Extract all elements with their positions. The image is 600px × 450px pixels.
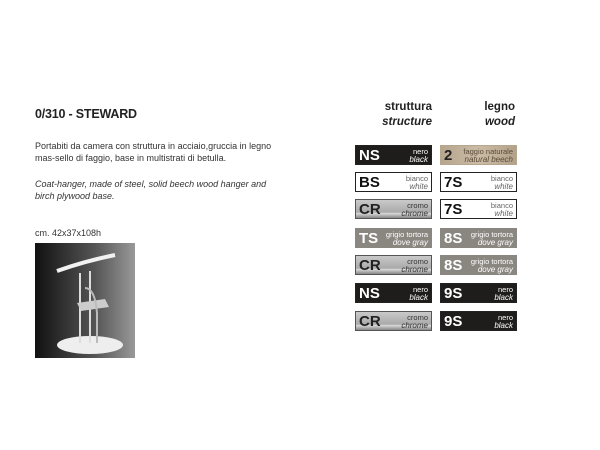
finish-code: CR: [359, 201, 381, 218]
finish-code: 8S: [444, 257, 463, 274]
wood-header: legno wood: [484, 101, 515, 128]
finish-code: 8S: [444, 230, 463, 247]
finish-label: bianco white: [405, 174, 428, 191]
description-english: Coat-hanger, made of steel, solid beech wood hanger and birch plywood base.: [35, 179, 267, 201]
product-image: [35, 243, 135, 358]
finish-code: 2: [444, 147, 453, 164]
finish-code: BS: [359, 174, 380, 191]
structure-swatch: [355, 228, 432, 248]
finish-label: bianco white: [490, 201, 513, 218]
finish-code: TS: [359, 230, 379, 247]
structure-swatch: [355, 145, 432, 165]
finish-label: grigio tortora dove gray: [470, 230, 513, 247]
wood-swatch: [440, 172, 517, 192]
wood-swatch: [440, 283, 517, 303]
finish-code: 7S: [444, 201, 463, 218]
finish-label: faggio naturale natural beech: [463, 147, 513, 164]
structure-swatch: [355, 199, 432, 219]
finish-label: cromo chrome: [401, 201, 428, 218]
wood-swatch: [440, 145, 517, 165]
structure-header: struttura structure: [382, 101, 432, 128]
structure-swatch: [355, 283, 432, 303]
finish-code: NS: [359, 285, 380, 302]
finish-label: bianco white: [490, 174, 513, 191]
finish-code: 9S: [444, 285, 463, 302]
finish-label: nero black: [409, 285, 428, 302]
finish-label: nero black: [409, 147, 428, 164]
wood-swatch: [440, 199, 517, 219]
finish-label: grigio tortora dove gray: [385, 230, 428, 247]
dimensions: cm. 42x37x108h: [35, 228, 102, 238]
finish-code: CR: [359, 313, 381, 330]
wood-swatch: [440, 228, 517, 248]
finish-label: nero black: [494, 313, 513, 330]
finish-code: NS: [359, 147, 380, 164]
structure-swatch: [355, 255, 432, 275]
structure-swatch: [355, 311, 432, 331]
finish-code: CR: [359, 257, 381, 274]
finish-label: cromo chrome: [401, 313, 428, 330]
finish-label: grigio tortora dove gray: [470, 257, 513, 274]
finish-code: 9S: [444, 313, 463, 330]
finish-label: cromo chrome: [401, 257, 428, 274]
finish-code: 7S: [444, 174, 463, 191]
finish-label: nero black: [494, 285, 513, 302]
description-italian: Portabiti da camera con struttura in acciaio,gruccia in legno mas-sello di faggio, base in multistrati di betulla.: [35, 141, 272, 163]
wood-swatch: [440, 255, 517, 275]
wood-swatch: [440, 311, 517, 331]
product-title: 0/310 - STEWARD: [35, 107, 137, 121]
structure-swatch: [355, 172, 432, 192]
